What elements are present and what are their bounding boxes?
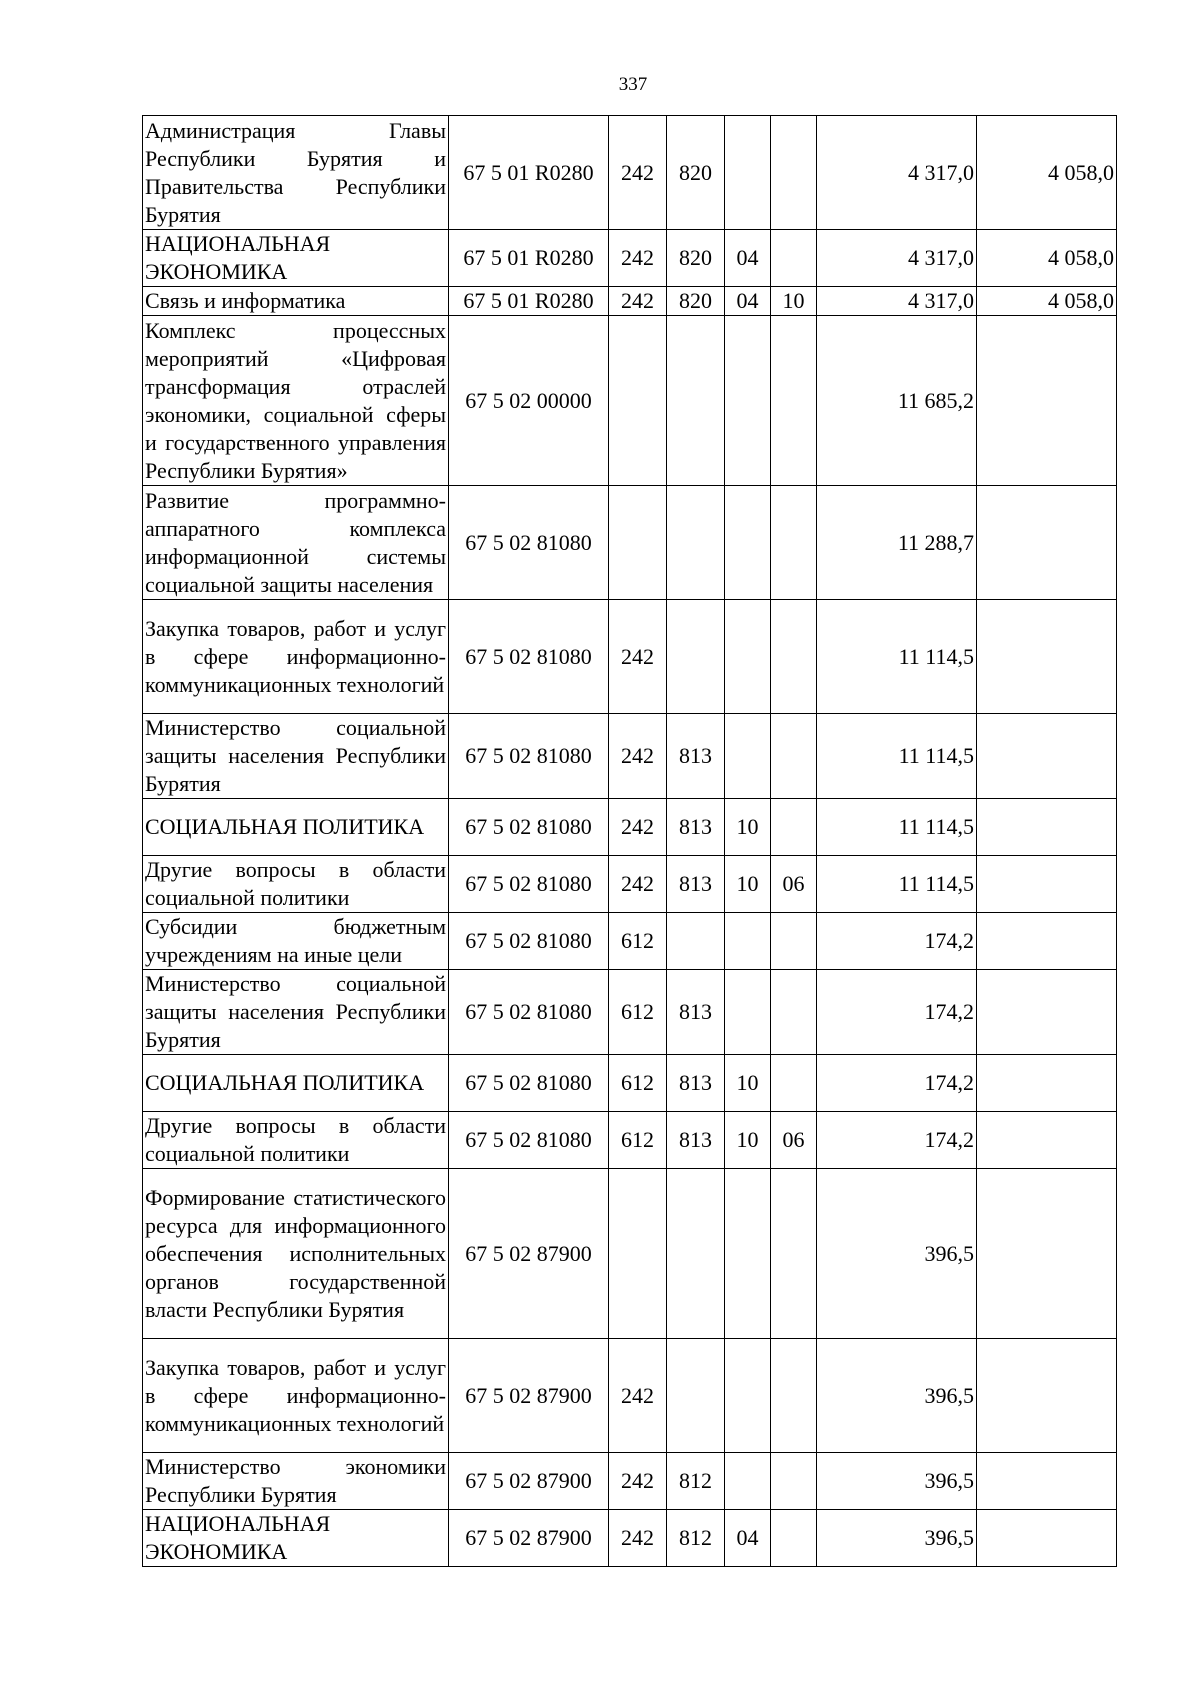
amount-year-2 [977, 1169, 1117, 1339]
admin-code [667, 486, 725, 600]
section-code: 10 [725, 856, 771, 913]
admin-code [667, 1169, 725, 1339]
expense-type-code: 612 [609, 970, 667, 1055]
admin-code: 813 [667, 1055, 725, 1112]
target-article-code: 67 5 02 00000 [449, 316, 609, 486]
subsection-code: 06 [771, 856, 817, 913]
expense-type-code: 242 [609, 856, 667, 913]
amount-year-1: 396,5 [817, 1169, 977, 1339]
row-name: Администрация Главы Республики Бурятия и Правительства Республики Бурятия [143, 116, 449, 230]
expense-type-code: 242 [609, 600, 667, 714]
admin-code [667, 600, 725, 714]
section-code: 10 [725, 799, 771, 856]
expense-type-code: 612 [609, 1055, 667, 1112]
amount-year-2 [977, 1510, 1117, 1567]
table-row [143, 486, 1117, 600]
subsection-code [771, 1510, 817, 1567]
subsection-code [771, 116, 817, 230]
section-code [725, 1169, 771, 1339]
row-name: Субсидии бюджетным учреждениям на иные цели [143, 913, 449, 970]
expense-type-code: 242 [609, 230, 667, 287]
expense-type-code [609, 316, 667, 486]
amount-year-1: 4 317,0 [817, 230, 977, 287]
amount-year-1: 396,5 [817, 1510, 977, 1567]
amount-year-2 [977, 1453, 1117, 1510]
amount-year-1: 11 114,5 [817, 799, 977, 856]
row-name: Другие вопросы в области социальной политики [143, 856, 449, 913]
expense-type-code: 242 [609, 714, 667, 799]
section-code: 04 [725, 287, 771, 316]
amount-year-2: 4 058,0 [977, 230, 1117, 287]
amount-year-1: 396,5 [817, 1453, 977, 1510]
target-article-code: 67 5 02 87900 [449, 1510, 609, 1567]
target-article-code: 67 5 02 81080 [449, 486, 609, 600]
table-row [143, 600, 1117, 714]
table-row [143, 913, 1117, 970]
admin-code: 812 [667, 1510, 725, 1567]
row-name: НАЦИОНАЛЬНАЯ ЭКОНОМИКА [143, 230, 449, 287]
budget-table [142, 115, 1117, 1567]
row-name: НАЦИОНАЛЬНАЯ ЭКОНОМИКА [143, 1510, 449, 1567]
amount-year-1: 11 288,7 [817, 486, 977, 600]
target-article-code: 67 5 02 87900 [449, 1339, 609, 1453]
amount-year-2 [977, 799, 1117, 856]
amount-year-2 [977, 970, 1117, 1055]
amount-year-1: 4 317,0 [817, 287, 977, 316]
amount-year-2 [977, 1339, 1117, 1453]
amount-year-2 [977, 1112, 1117, 1169]
expense-type-code: 242 [609, 116, 667, 230]
table-row [143, 230, 1117, 287]
admin-code: 813 [667, 714, 725, 799]
row-name: Министерство социальной защиты населения Республики Бурятия [143, 970, 449, 1055]
admin-code: 813 [667, 799, 725, 856]
expense-type-code [609, 1169, 667, 1339]
row-name: Развитие программно-аппаратного комплекса информационной системы социальной защиты населения [143, 486, 449, 600]
subsection-code [771, 600, 817, 714]
amount-year-2 [977, 856, 1117, 913]
section-code [725, 714, 771, 799]
target-article-code: 67 5 02 81080 [449, 856, 609, 913]
amount-year-1: 11 114,5 [817, 714, 977, 799]
target-article-code: 67 5 02 87900 [449, 1453, 609, 1510]
subsection-code [771, 1169, 817, 1339]
table-row [143, 970, 1117, 1055]
section-code: 04 [725, 230, 771, 287]
table-row [143, 1169, 1117, 1339]
section-code [725, 913, 771, 970]
subsection-code [771, 1055, 817, 1112]
admin-code: 820 [667, 287, 725, 316]
amount-year-1: 11 114,5 [817, 856, 977, 913]
section-code: 10 [725, 1055, 771, 1112]
page-number: 337 [618, 74, 648, 95]
amount-year-2 [977, 714, 1117, 799]
target-article-code: 67 5 02 81080 [449, 714, 609, 799]
amount-year-2 [977, 486, 1117, 600]
row-name: Министерство социальной защиты населения Республики Бурятия [143, 714, 449, 799]
amount-year-1: 174,2 [817, 1055, 977, 1112]
target-article-code: 67 5 02 81080 [449, 1112, 609, 1169]
subsection-code [771, 913, 817, 970]
admin-code: 813 [667, 856, 725, 913]
admin-code: 820 [667, 116, 725, 230]
subsection-code [771, 714, 817, 799]
subsection-code [771, 970, 817, 1055]
expense-type-code: 612 [609, 913, 667, 970]
table-row [143, 1055, 1117, 1112]
subsection-code [771, 1453, 817, 1510]
amount-year-1: 11 114,5 [817, 600, 977, 714]
row-name: Связь и информатика [143, 287, 449, 316]
table-row [143, 1339, 1117, 1453]
expense-type-code: 612 [609, 1112, 667, 1169]
amount-year-2 [977, 913, 1117, 970]
expense-type-code [609, 486, 667, 600]
row-name: Формирование статистического ресурса для информационного обеспечения исполнительных органов государственной власти Республики Бурятия [143, 1169, 449, 1339]
expense-type-code: 242 [609, 1339, 667, 1453]
row-name: Другие вопросы в области социальной политики [143, 1112, 449, 1169]
section-code: 04 [725, 1510, 771, 1567]
target-article-code: 67 5 02 81080 [449, 913, 609, 970]
table-row [143, 799, 1117, 856]
admin-code: 813 [667, 970, 725, 1055]
amount-year-2: 4 058,0 [977, 116, 1117, 230]
admin-code [667, 1339, 725, 1453]
subsection-code: 10 [771, 287, 817, 316]
amount-year-2 [977, 1055, 1117, 1112]
row-name: Закупка товаров, работ и услуг в сфере информационно-коммуникационных технологий [143, 600, 449, 714]
table-row [143, 316, 1117, 486]
table-row [143, 287, 1117, 316]
admin-code [667, 316, 725, 486]
expense-type-code: 242 [609, 287, 667, 316]
target-article-code: 67 5 02 81080 [449, 600, 609, 714]
subsection-code [771, 316, 817, 486]
section-code [725, 600, 771, 714]
amount-year-2 [977, 316, 1117, 486]
row-name: Министерство экономики Республики Бурятия [143, 1453, 449, 1510]
expense-type-code: 242 [609, 1453, 667, 1510]
table-row [143, 116, 1117, 230]
amount-year-1: 174,2 [817, 970, 977, 1055]
target-article-code: 67 5 02 81080 [449, 799, 609, 856]
admin-code [667, 913, 725, 970]
amount-year-1: 11 685,2 [817, 316, 977, 486]
table-row [143, 856, 1117, 913]
admin-code: 813 [667, 1112, 725, 1169]
section-code [725, 486, 771, 600]
expense-type-code: 242 [609, 1510, 667, 1567]
section-code: 10 [725, 1112, 771, 1169]
amount-year-2 [977, 600, 1117, 714]
amount-year-1: 174,2 [817, 913, 977, 970]
target-article-code: 67 5 01 R0280 [449, 287, 609, 316]
amount-year-1: 174,2 [817, 1112, 977, 1169]
row-name: СОЦИАЛЬНАЯ ПОЛИТИКА [143, 1055, 449, 1112]
row-name: Комплекс процессных мероприятий «Цифровая трансформация отраслей экономики, социальной сферы и государственного управления Республики Бурятия» [143, 316, 449, 486]
target-article-code: 67 5 01 R0280 [449, 230, 609, 287]
target-article-code: 67 5 02 87900 [449, 1169, 609, 1339]
target-article-code: 67 5 02 81080 [449, 970, 609, 1055]
section-code [725, 1453, 771, 1510]
subsection-code [771, 799, 817, 856]
amount-year-1: 4 317,0 [817, 116, 977, 230]
section-code [725, 1339, 771, 1453]
amount-year-2: 4 058,0 [977, 287, 1117, 316]
target-article-code: 67 5 01 R0280 [449, 116, 609, 230]
amount-year-1: 396,5 [817, 1339, 977, 1453]
table-row [143, 1453, 1117, 1510]
row-name: СОЦИАЛЬНАЯ ПОЛИТИКА [143, 799, 449, 856]
admin-code: 820 [667, 230, 725, 287]
subsection-code: 06 [771, 1112, 817, 1169]
table-row [143, 1112, 1117, 1169]
section-code [725, 970, 771, 1055]
row-name: Закупка товаров, работ и услуг в сфере информационно-коммуникационных технологий [143, 1339, 449, 1453]
table-row [143, 1510, 1117, 1567]
section-code [725, 316, 771, 486]
admin-code: 812 [667, 1453, 725, 1510]
target-article-code: 67 5 02 81080 [449, 1055, 609, 1112]
subsection-code [771, 230, 817, 287]
subsection-code [771, 1339, 817, 1453]
expense-type-code: 242 [609, 799, 667, 856]
table-row [143, 714, 1117, 799]
subsection-code [771, 486, 817, 600]
section-code [725, 116, 771, 230]
